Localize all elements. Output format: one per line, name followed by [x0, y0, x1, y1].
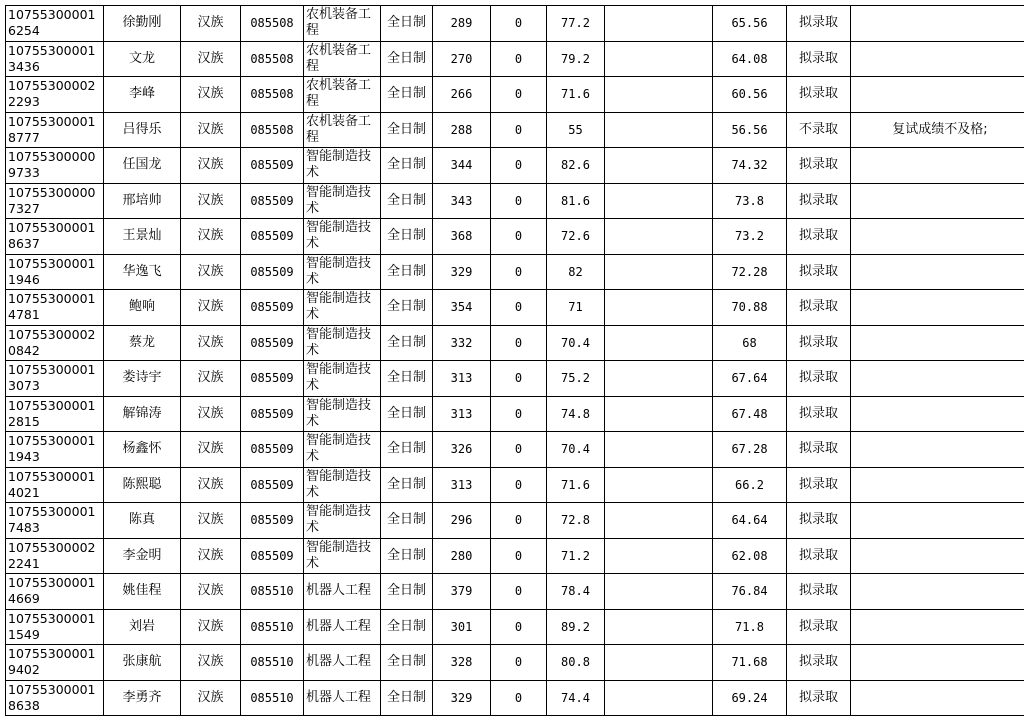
extra-score-cell: 0 [491, 112, 547, 148]
major-name-cell: 智能制造技术 [304, 183, 381, 219]
name-cell: 张康航 [104, 645, 181, 681]
total-score-cell: 64.64 [713, 503, 787, 539]
retest-score-cell: 78.4 [547, 574, 605, 610]
status-cell: 拟录取 [787, 254, 851, 290]
extra-score-cell: 0 [491, 77, 547, 113]
retest-score-cell: 71 [547, 290, 605, 326]
major-name-cell: 农机装备工程 [304, 112, 381, 148]
empty-cell [605, 6, 713, 42]
ethnicity-cell: 汉族 [181, 609, 241, 645]
name-cell: 李峰 [104, 77, 181, 113]
retest-score-cell: 75.2 [547, 361, 605, 397]
status-cell: 拟录取 [787, 503, 851, 539]
study-mode-cell: 全日制 [381, 6, 433, 42]
status-cell: 不录取 [787, 112, 851, 148]
candidate-id-cell: 107553000013073 [6, 361, 104, 397]
name-cell: 蔡龙 [104, 325, 181, 361]
candidate-id-cell: 107553000014021 [6, 467, 104, 503]
extra-score-cell: 0 [491, 325, 547, 361]
study-mode-cell: 全日制 [381, 503, 433, 539]
name-cell: 李金明 [104, 538, 181, 574]
initial-score-cell: 326 [433, 432, 491, 468]
ethnicity-cell: 汉族 [181, 574, 241, 610]
status-cell: 拟录取 [787, 396, 851, 432]
initial-score-cell: 313 [433, 396, 491, 432]
major-name-cell: 智能制造技术 [304, 254, 381, 290]
status-cell: 拟录取 [787, 574, 851, 610]
extra-score-cell: 0 [491, 467, 547, 503]
study-mode-cell: 全日制 [381, 183, 433, 219]
empty-cell [605, 219, 713, 255]
extra-score-cell: 0 [491, 6, 547, 42]
initial-score-cell: 329 [433, 254, 491, 290]
status-cell: 拟录取 [787, 183, 851, 219]
initial-score-cell: 344 [433, 148, 491, 184]
major-name-cell: 智能制造技术 [304, 432, 381, 468]
ethnicity-cell: 汉族 [181, 183, 241, 219]
name-cell: 任国龙 [104, 148, 181, 184]
candidate-id-cell: 107553000014781 [6, 290, 104, 326]
table-row [6, 219, 1024, 255]
major-code-cell: 085509 [241, 254, 304, 290]
initial-score-cell: 332 [433, 325, 491, 361]
name-cell: 解锦涛 [104, 396, 181, 432]
ethnicity-cell: 汉族 [181, 290, 241, 326]
ethnicity-cell: 汉族 [181, 112, 241, 148]
empty-cell [605, 41, 713, 77]
note-cell [851, 148, 1024, 184]
status-cell: 拟录取 [787, 538, 851, 574]
candidate-id-cell: 107553000011549 [6, 609, 104, 645]
note-cell [851, 574, 1024, 610]
extra-score-cell: 0 [491, 609, 547, 645]
table-row [6, 77, 1024, 113]
name-cell: 娄诗宇 [104, 361, 181, 397]
extra-score-cell: 0 [491, 503, 547, 539]
initial-score-cell: 313 [433, 467, 491, 503]
table-row [6, 609, 1024, 645]
initial-score-cell: 289 [433, 6, 491, 42]
status-cell: 拟录取 [787, 361, 851, 397]
major-code-cell: 085509 [241, 183, 304, 219]
study-mode-cell: 全日制 [381, 325, 433, 361]
name-cell: 文龙 [104, 41, 181, 77]
total-score-cell: 76.84 [713, 574, 787, 610]
major-code-cell: 085509 [241, 325, 304, 361]
status-cell: 拟录取 [787, 680, 851, 716]
ethnicity-cell: 汉族 [181, 77, 241, 113]
retest-score-cell: 71.6 [547, 467, 605, 503]
total-score-cell: 73.2 [713, 219, 787, 255]
empty-cell [605, 361, 713, 397]
note-cell [851, 6, 1024, 42]
total-score-cell: 67.48 [713, 396, 787, 432]
retest-score-cell: 72.6 [547, 219, 605, 255]
extra-score-cell: 0 [491, 254, 547, 290]
note-cell [851, 219, 1024, 255]
empty-cell [605, 254, 713, 290]
empty-cell [605, 325, 713, 361]
empty-cell [605, 574, 713, 610]
candidate-id-cell: 107553000022241 [6, 538, 104, 574]
table-row [6, 254, 1024, 290]
total-score-cell: 67.64 [713, 361, 787, 397]
candidate-id-cell: 107553000018637 [6, 219, 104, 255]
empty-cell [605, 609, 713, 645]
ethnicity-cell: 汉族 [181, 148, 241, 184]
retest-score-cell: 82 [547, 254, 605, 290]
status-cell: 拟录取 [787, 645, 851, 681]
name-cell: 杨鑫怀 [104, 432, 181, 468]
retest-score-cell: 72.8 [547, 503, 605, 539]
extra-score-cell: 0 [491, 290, 547, 326]
major-name-cell: 机器人工程 [304, 609, 381, 645]
status-cell: 拟录取 [787, 6, 851, 42]
status-cell: 拟录取 [787, 325, 851, 361]
ethnicity-cell: 汉族 [181, 254, 241, 290]
table-row [6, 538, 1024, 574]
ethnicity-cell: 汉族 [181, 645, 241, 681]
table-row [6, 325, 1024, 361]
extra-score-cell: 0 [491, 680, 547, 716]
initial-score-cell: 288 [433, 112, 491, 148]
candidate-id-cell: 107553000007327 [6, 183, 104, 219]
name-cell: 邢培帅 [104, 183, 181, 219]
candidate-id-cell: 107553000011946 [6, 254, 104, 290]
extra-score-cell: 0 [491, 361, 547, 397]
total-score-cell: 64.08 [713, 41, 787, 77]
major-name-cell: 智能制造技术 [304, 361, 381, 397]
note-cell [851, 361, 1024, 397]
retest-score-cell: 71.2 [547, 538, 605, 574]
total-score-cell: 74.32 [713, 148, 787, 184]
total-score-cell: 71.68 [713, 645, 787, 681]
note-cell [851, 432, 1024, 468]
extra-score-cell: 0 [491, 645, 547, 681]
major-code-cell: 085508 [241, 112, 304, 148]
total-score-cell: 73.8 [713, 183, 787, 219]
study-mode-cell: 全日制 [381, 645, 433, 681]
initial-score-cell: 329 [433, 680, 491, 716]
major-code-cell: 085510 [241, 574, 304, 610]
ethnicity-cell: 汉族 [181, 432, 241, 468]
note-cell [851, 41, 1024, 77]
note-cell [851, 538, 1024, 574]
extra-score-cell: 0 [491, 396, 547, 432]
table-row [6, 361, 1024, 397]
major-code-cell: 085508 [241, 77, 304, 113]
retest-score-cell: 82.6 [547, 148, 605, 184]
note-cell [851, 254, 1024, 290]
ethnicity-cell: 汉族 [181, 538, 241, 574]
status-cell: 拟录取 [787, 432, 851, 468]
retest-score-cell: 74.8 [547, 396, 605, 432]
total-score-cell: 60.56 [713, 77, 787, 113]
study-mode-cell: 全日制 [381, 432, 433, 468]
empty-cell [605, 290, 713, 326]
study-mode-cell: 全日制 [381, 680, 433, 716]
ethnicity-cell: 汉族 [181, 6, 241, 42]
note-cell [851, 77, 1024, 113]
ethnicity-cell: 汉族 [181, 680, 241, 716]
note-cell [851, 609, 1024, 645]
name-cell: 李勇齐 [104, 680, 181, 716]
study-mode-cell: 全日制 [381, 254, 433, 290]
table-row [6, 467, 1024, 503]
table-row [6, 183, 1024, 219]
table-row [6, 112, 1024, 148]
major-name-cell: 智能制造技术 [304, 467, 381, 503]
initial-score-cell: 270 [433, 41, 491, 77]
candidate-id-cell: 107553000011943 [6, 432, 104, 468]
retest-score-cell: 70.4 [547, 325, 605, 361]
major-code-cell: 085509 [241, 396, 304, 432]
table-row [6, 148, 1024, 184]
initial-score-cell: 379 [433, 574, 491, 610]
note-cell [851, 503, 1024, 539]
study-mode-cell: 全日制 [381, 41, 433, 77]
extra-score-cell: 0 [491, 219, 547, 255]
initial-score-cell: 266 [433, 77, 491, 113]
initial-score-cell: 343 [433, 183, 491, 219]
extra-score-cell: 0 [491, 41, 547, 77]
table-row [6, 6, 1024, 42]
note-cell [851, 467, 1024, 503]
ethnicity-cell: 汉族 [181, 219, 241, 255]
note-cell [851, 183, 1024, 219]
empty-cell [605, 503, 713, 539]
initial-score-cell: 313 [433, 361, 491, 397]
status-cell: 拟录取 [787, 41, 851, 77]
total-score-cell: 65.56 [713, 6, 787, 42]
extra-score-cell: 0 [491, 148, 547, 184]
major-code-cell: 085509 [241, 148, 304, 184]
retest-score-cell: 81.6 [547, 183, 605, 219]
table-row [6, 41, 1024, 77]
initial-score-cell: 328 [433, 645, 491, 681]
note-cell [851, 645, 1024, 681]
candidate-id-cell: 107553000020842 [6, 325, 104, 361]
study-mode-cell: 全日制 [381, 361, 433, 397]
name-cell: 陈熙聪 [104, 467, 181, 503]
major-name-cell: 智能制造技术 [304, 325, 381, 361]
initial-score-cell: 368 [433, 219, 491, 255]
note-cell [851, 396, 1024, 432]
study-mode-cell: 全日制 [381, 77, 433, 113]
table-row [6, 396, 1024, 432]
study-mode-cell: 全日制 [381, 538, 433, 574]
study-mode-cell: 全日制 [381, 112, 433, 148]
major-code-cell: 085508 [241, 41, 304, 77]
initial-score-cell: 301 [433, 609, 491, 645]
ethnicity-cell: 汉族 [181, 503, 241, 539]
initial-score-cell: 354 [433, 290, 491, 326]
major-name-cell: 机器人工程 [304, 680, 381, 716]
major-code-cell: 085509 [241, 432, 304, 468]
major-code-cell: 085509 [241, 538, 304, 574]
candidate-id-cell: 107553000013436 [6, 41, 104, 77]
total-score-cell: 70.88 [713, 290, 787, 326]
study-mode-cell: 全日制 [381, 396, 433, 432]
total-score-cell: 66.2 [713, 467, 787, 503]
empty-cell [605, 112, 713, 148]
note-cell: 复试成绩不及格; [851, 112, 1024, 148]
empty-cell [605, 77, 713, 113]
status-cell: 拟录取 [787, 77, 851, 113]
major-code-cell: 085508 [241, 6, 304, 42]
total-score-cell: 67.28 [713, 432, 787, 468]
status-cell: 拟录取 [787, 290, 851, 326]
note-cell [851, 290, 1024, 326]
candidate-id-cell: 107553000009733 [6, 148, 104, 184]
candidate-id-cell: 107553000012815 [6, 396, 104, 432]
major-code-cell: 085509 [241, 290, 304, 326]
major-name-cell: 智能制造技术 [304, 396, 381, 432]
study-mode-cell: 全日制 [381, 290, 433, 326]
major-name-cell: 机器人工程 [304, 574, 381, 610]
retest-score-cell: 71.6 [547, 77, 605, 113]
table-row [6, 432, 1024, 468]
total-score-cell: 69.24 [713, 680, 787, 716]
candidate-id-cell: 107553000022293 [6, 77, 104, 113]
candidate-id-cell: 107553000018638 [6, 680, 104, 716]
status-cell: 拟录取 [787, 148, 851, 184]
name-cell: 吕得乐 [104, 112, 181, 148]
major-name-cell: 智能制造技术 [304, 503, 381, 539]
extra-score-cell: 0 [491, 432, 547, 468]
note-cell [851, 680, 1024, 716]
total-score-cell: 62.08 [713, 538, 787, 574]
name-cell: 华逸飞 [104, 254, 181, 290]
major-name-cell: 智能制造技术 [304, 219, 381, 255]
retest-score-cell: 89.2 [547, 609, 605, 645]
candidate-id-cell: 107553000016254 [6, 6, 104, 42]
ethnicity-cell: 汉族 [181, 361, 241, 397]
empty-cell [605, 432, 713, 468]
study-mode-cell: 全日制 [381, 609, 433, 645]
empty-cell [605, 467, 713, 503]
empty-cell [605, 183, 713, 219]
major-name-cell: 农机装备工程 [304, 77, 381, 113]
extra-score-cell: 0 [491, 574, 547, 610]
major-name-cell: 智能制造技术 [304, 148, 381, 184]
study-mode-cell: 全日制 [381, 148, 433, 184]
major-code-cell: 085509 [241, 503, 304, 539]
empty-cell [605, 148, 713, 184]
table-row [6, 645, 1024, 681]
ethnicity-cell: 汉族 [181, 325, 241, 361]
major-code-cell: 085509 [241, 361, 304, 397]
status-cell: 拟录取 [787, 467, 851, 503]
candidate-id-cell: 107553000018777 [6, 112, 104, 148]
major-name-cell: 智能制造技术 [304, 290, 381, 326]
retest-score-cell: 55 [547, 112, 605, 148]
study-mode-cell: 全日制 [381, 574, 433, 610]
major-name-cell: 智能制造技术 [304, 538, 381, 574]
status-cell: 拟录取 [787, 609, 851, 645]
table-body [6, 6, 1024, 716]
candidate-id-cell: 107553000019402 [6, 645, 104, 681]
retest-score-cell: 80.8 [547, 645, 605, 681]
name-cell: 陈真 [104, 503, 181, 539]
empty-cell [605, 645, 713, 681]
major-code-cell: 085509 [241, 219, 304, 255]
initial-score-cell: 296 [433, 503, 491, 539]
initial-score-cell: 280 [433, 538, 491, 574]
major-name-cell: 机器人工程 [304, 645, 381, 681]
retest-score-cell: 70.4 [547, 432, 605, 468]
empty-cell [605, 680, 713, 716]
total-score-cell: 71.8 [713, 609, 787, 645]
note-cell [851, 325, 1024, 361]
ethnicity-cell: 汉族 [181, 396, 241, 432]
major-code-cell: 085510 [241, 645, 304, 681]
candidate-id-cell: 107553000017483 [6, 503, 104, 539]
major-code-cell: 085509 [241, 467, 304, 503]
major-name-cell: 农机装备工程 [304, 6, 381, 42]
name-cell: 姚佳程 [104, 574, 181, 610]
table-row [6, 680, 1024, 716]
name-cell: 徐勤刚 [104, 6, 181, 42]
study-mode-cell: 全日制 [381, 219, 433, 255]
status-cell: 拟录取 [787, 219, 851, 255]
retest-score-cell: 74.4 [547, 680, 605, 716]
total-score-cell: 68 [713, 325, 787, 361]
ethnicity-cell: 汉族 [181, 41, 241, 77]
retest-score-cell: 79.2 [547, 41, 605, 77]
candidate-id-cell: 107553000014669 [6, 574, 104, 610]
name-cell: 王景灿 [104, 219, 181, 255]
major-code-cell: 085510 [241, 609, 304, 645]
table-row [6, 290, 1024, 326]
empty-cell [605, 538, 713, 574]
table-row [6, 503, 1024, 539]
total-score-cell: 72.28 [713, 254, 787, 290]
extra-score-cell: 0 [491, 538, 547, 574]
study-mode-cell: 全日制 [381, 467, 433, 503]
major-code-cell: 085510 [241, 680, 304, 716]
empty-cell [605, 396, 713, 432]
extra-score-cell: 0 [491, 183, 547, 219]
name-cell: 刘岩 [104, 609, 181, 645]
major-name-cell: 农机装备工程 [304, 41, 381, 77]
name-cell: 鲍响 [104, 290, 181, 326]
retest-score-cell: 77.2 [547, 6, 605, 42]
table-row [6, 574, 1024, 610]
total-score-cell: 56.56 [713, 112, 787, 148]
ethnicity-cell: 汉族 [181, 467, 241, 503]
admission-table [5, 5, 1024, 716]
